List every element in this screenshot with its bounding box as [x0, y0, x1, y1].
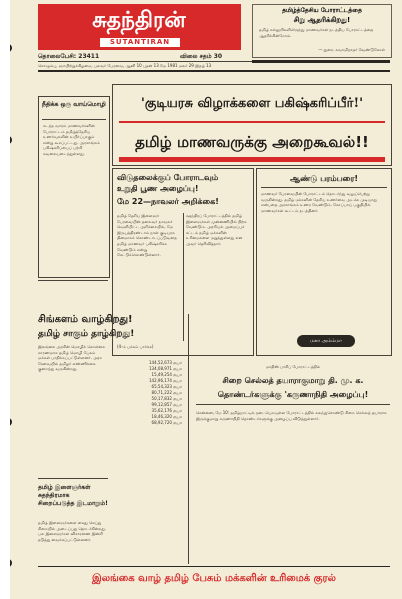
- headline-2: தமிழ் மாணவருக்கு அறைகூவல்!!: [135, 133, 369, 151]
- story-5-title: தமிழ் இளைஞர்கள் சுதந்திரமாக சிறைப்படுத்த இடமாறும்!: [38, 484, 108, 507]
- headline-underline: [119, 157, 385, 162]
- phone-number: தொலைபேசி: 23411: [38, 53, 100, 60]
- divider: [38, 478, 108, 479]
- divider: [188, 314, 189, 564]
- story-2: [256, 168, 392, 356]
- punch-hole: [10, 559, 12, 567]
- divider: [252, 60, 390, 63]
- story-4-kicker: மாதிஸ் பாசிப் போராட்டத்தில்: [265, 364, 321, 369]
- top-right-box: தமிழ்த்தேசிய போராட்டத்தை சிறு ஆதரிக்கிறது! தமிழ் கல்லூரிகளிலிருந்து மாணவர்கள் நடத்திய போராட்டத்தை ஆதரிக்கின்றோம். — துரை. சுவாமிநாதர் வேண்டுகோள்: [252, 4, 392, 58]
- story-1-body-left: தமிழ் தேசிய இளைஞர் பேரவையின் தலைவர் நாவலர் வெளியிட்ட அறிக்கையில், மே இருபத்திரண்டாம் நாள் குடியரசு தினமாகக் கொண்டாடப்படுவதை தமிழ் மாணவர் பகிஷ்கரிக்க வேண்டும் என்று கேட்டுக்கொண்டுள்ளார்.: [117, 213, 177, 258]
- story-2-badge: மகா அம்ம்மா: [297, 335, 355, 347]
- story-5-body: தமிழ் இளைஞர்களை கைது செய்து சிறையில் அடைப்பது தொடர்கின்றது. பல இளைஞர்கள் விசாரணை இன்றி தடுத்து வைக்கப்பட்டுள்ளனர்.: [38, 520, 107, 542]
- divider: [38, 280, 108, 281]
- story-3-title-2: தமிழ் சாகும் தாழ்கிறது!: [38, 329, 135, 339]
- story-3-body: இலங்கை அரசின் மொழிக் கொள்கை காரணமாக தமிழ் மொழி பேசும் மக்கள் பாதிக்கப்பட்டுள்ளனர். அரச சேவையில் தமிழர் எண்ணிக்கை குறைந்து வருகின்றது.: [38, 344, 106, 372]
- footer-slogan: இலங்கை வாழ் தமிழ் பேசும் மக்களின் உரிமைக் குரல்: [92, 573, 336, 584]
- divider: [42, 119, 106, 120]
- divider: [196, 404, 390, 405]
- headline-1: 'குடியரசு விழாக்களை பகிஷ்கரிப்பீர்!': [140, 96, 364, 111]
- masthead: [38, 4, 241, 50]
- figure-value: 65,54,323 ரூபா: [151, 384, 182, 389]
- story-4-title-1: சிறை செல்லத் தயாராகுமாறு தி. மு. க.: [222, 376, 364, 385]
- price: விலை சதம் 30: [180, 53, 223, 60]
- story-3-title-1: சிங்களம் வாழ்கிறது!: [38, 314, 133, 325]
- story-4-title-2: தொண்டர்களுக்கு 'கருணாநிதி அழைப்பு!: [217, 390, 369, 399]
- divider: [261, 187, 387, 188]
- issue-line: கொழும்பு, ஞாயிற்றுக்கிழமை, புலவர் பேரவை, ஆனி 10 புதன் 13 மே 1981 மலர் 29 இதழ் 13: [38, 63, 212, 68]
- figure-value: 68,92,720 ரூபா: [151, 420, 182, 425]
- main-headline-box: [112, 84, 392, 166]
- story-4-body: சென்னை, மே 10: தமிழ்நாட்டில் நடைபெறவுள்ள போராட்டத்தில் கலந்துகொண்டு சிறை செல்லத் தயாராக இருக்குமாறு கருணாநிதி தொண்டர்களுக்கு அழைப்பு விடுத்துள்ளார்.: [196, 410, 387, 421]
- left-box: [38, 96, 110, 278]
- figure-value: 99,12,857 ரூபா: [151, 402, 182, 407]
- figure-value: 80,71,222 ரூபா: [151, 390, 182, 395]
- punch-hole: [10, 136, 12, 144]
- figure-value: 18,46,320 ரூபா: [151, 414, 182, 419]
- left-box-title: நீதிக்க ஒரு வாய்மொழி: [42, 101, 106, 108]
- story-1-title-1: விடுதலைக்குப் போராடவும்: [117, 173, 219, 182]
- figure-value: 144,52,673 ரூபா: [149, 360, 182, 365]
- figure-value: 134,08,971 ரூபா: [149, 366, 182, 371]
- story-1: [112, 168, 254, 356]
- divider: [38, 566, 390, 567]
- figure-value: 15,49,254 ரூபா: [151, 372, 182, 377]
- story-2-title: ஆண்டு பரம்பரை!: [289, 174, 359, 183]
- left-box-body: கடந்த வாரம் மாணவர்களின் போராட்டம் தமிழ்த்தேசிய உணர்வுகளின் உயிர்ப்பாகும் என்று கூறப்பட்டது. அரசாங்கம் பகிஷ்கரிப்பைப் பற்றி கவலையடைந்துள்ளது.: [43, 123, 100, 156]
- story-1-body-right: சுதந்திரப் போராட்டத்தில் தமிழ் இளைஞர்கள் முன்னணியில் நிற்க வேண்டும். அரசியல் அமைப்புச் சட்டம் தமிழ் மக்களின் உரிமைகளை மறுத்துள்ளது என அவர் தெரிவித்தார்.: [186, 213, 247, 246]
- story-1-title-3: மே 22—நாவலர் அறிக்கை!: [117, 197, 219, 206]
- punch-hole: [10, 44, 12, 52]
- newspaper-page: [10, 0, 402, 599]
- masthead-subtitle: SUTANTIRAN: [100, 38, 180, 47]
- story-1-title-2: உறுதி பூண அழைப்பு!: [117, 184, 199, 193]
- story-2-body: மாணவர் பேரவையின் போராட்டம் தொடர்ந்து வலுப்பெற்று வருகின்றது. தமிழ் மக்களின் தேசிய உணர்வை அடக்க முடியாது என்பதை அரசாங்கம் உணர வேண்டும். கோப்பாய் பகுதியில் மாணவர்கள் கூட்டம் நடத்தினர்.: [261, 191, 377, 213]
- figures-column: [128, 360, 182, 426]
- divider: [119, 121, 385, 123]
- divider: [38, 70, 390, 72]
- story-1-footer: (4-ம் பக்கம் பார்க்க): [117, 344, 154, 349]
- figure-value: 142,96,174 ரூபா: [149, 378, 182, 383]
- figure-value: 50,17,832 ரூபா: [151, 396, 182, 401]
- masthead-title: சுதந்திரன்: [92, 7, 186, 33]
- figure-value: 35,62,176 ரூபா: [151, 408, 182, 413]
- punch-hole: [10, 418, 12, 426]
